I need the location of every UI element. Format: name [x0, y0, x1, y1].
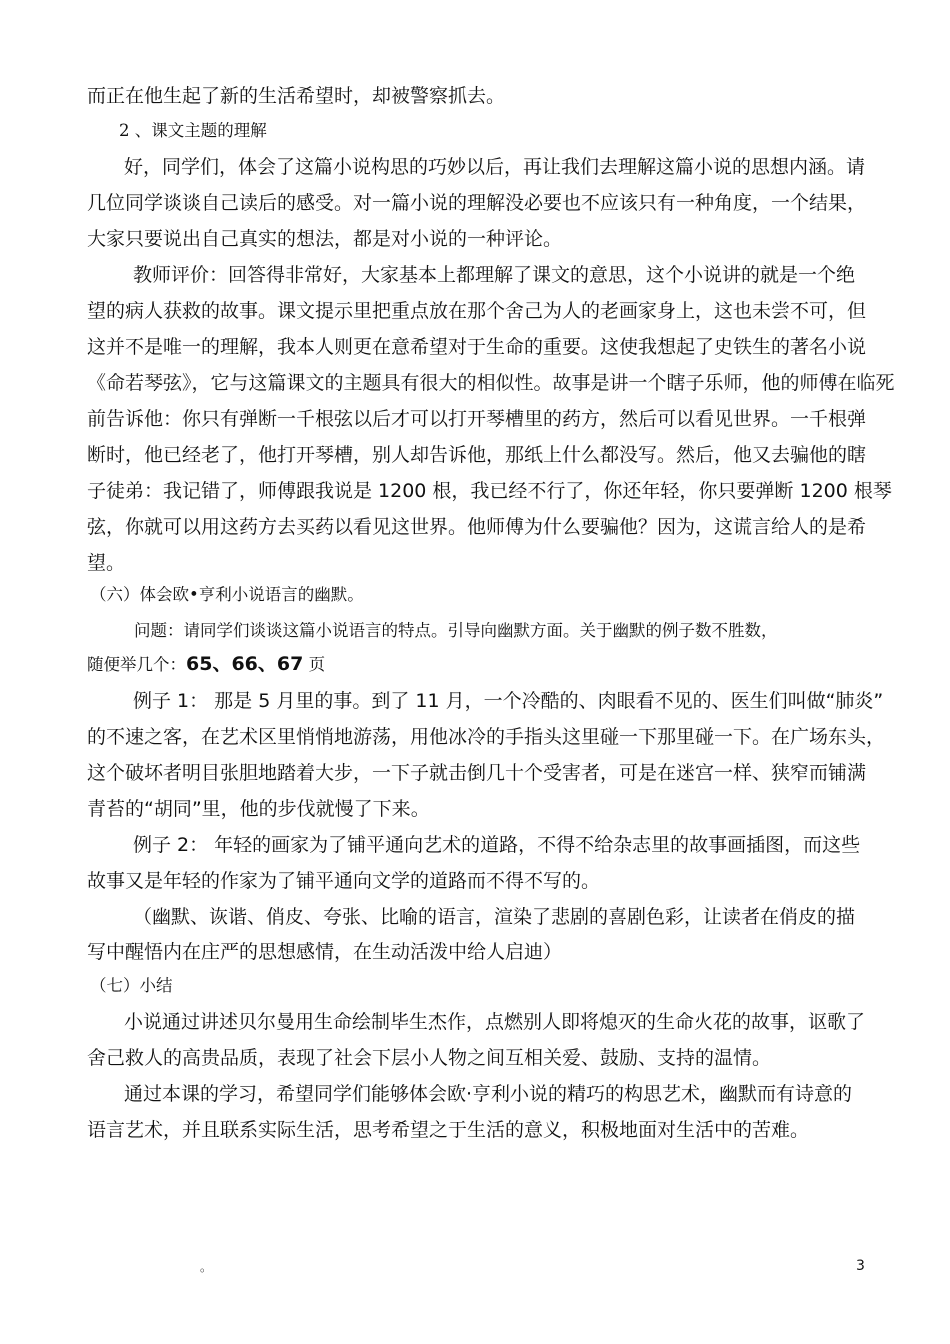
paragraph-line: 而正在他生起了新的生活希望时，却被警察抓去。 — [87, 85, 506, 107]
paragraph-line: 语言艺术，并且联系实际生活，思考希望之于生活的意义，积极地面对生活中的苦难。 — [87, 1119, 810, 1141]
paragraph-line: 的不速之客，在艺术区里悄悄地游荡，用他冰冷的手指头这里碰一下那里碰一下。在广场东头， — [87, 726, 886, 748]
paragraph-line: 望。 — [87, 552, 126, 574]
section-heading-7: （七）小结 — [90, 976, 173, 995]
paragraph-line: （幽默、诙谐、俏皮、夸张、比喻的语言，渲染了悲剧的喜剧色彩，让读者在俏皮的描 — [133, 906, 856, 928]
footer-dot: 。 — [200, 1260, 213, 1274]
paragraph-line: 这并不是唯一的理解，我本人则更在意希望对于生命的重要。这使我想起了史铁生的著名小说 — [87, 336, 867, 358]
page-references: 65、66、67 — [186, 653, 304, 675]
paragraph-line: 弦，你就可以用这药方去买药以看见这世界。他师傅为什么要骗他？因为，这谎言给人的是希 — [87, 516, 867, 538]
paragraph-line: 这个破坏者明目张胆地踏着大步，一下子就击倒几十个受害者，可是在迷宫一样、狭窄而铺满 — [87, 762, 867, 784]
page-number: 3 — [856, 1258, 865, 1274]
paragraph-line: 望的病人获救的故事。课文提示里把重点放在那个舍己为人的老画家身上，这也未尝不可，但 — [87, 300, 867, 322]
paragraph-line: 大家只要说出自己真实的想法，都是对小说的一种评论。 — [87, 228, 563, 250]
paragraph-line: 通过本课的学习，希望同学们能够体会欧·亨利小说的精巧的构思艺术，幽默而有诗意的 — [124, 1083, 853, 1105]
paragraph-line: 问题：请同学们谈谈这篇小说语言的特点。引导向幽默方面。关于幽默的例子数不胜数， — [134, 621, 778, 640]
paragraph-line: 例子 1： 那是 5 月里的事。到了 11 月，一个冷酷的、肉眼看不见的、医生们叫做“肺炎” — [133, 690, 884, 712]
paragraph-line — [87, 651, 325, 678]
paragraph-line: 故事又是年轻的作家为了铺平通向文学的道路而不得不写的。 — [87, 870, 601, 892]
paragraph-line: 断时，他已经老了，他打开琴槽，别人却告诉他，那纸上什么都没写。然后，他又去骗他的瞎 — [87, 444, 867, 466]
paragraph-line: 舍己救人的高贵品质，表现了社会下层小人物之间互相关爱、鼓励、支持的温情。 — [87, 1047, 772, 1069]
paragraph-line: 《命若琴弦》，它与这篇课文的主题具有很大的相似性。故事是讲一个瞎子乐师，他的师傅在临死 — [87, 372, 895, 394]
section-heading-2: 2 、课文主题的理解 — [119, 121, 267, 140]
paragraph-line: 几位同学谈谈自己读后的感受。对一篇小说的理解没必要也不应该只有一种角度，一个结果， — [87, 192, 867, 214]
paragraph-line: 子徒弟：我记错了，师傅跟我说是 1200 根，我已经不行了，你还年轻，你只要弹断 1200 根琴 — [87, 480, 892, 502]
paragraph-line: 教师评价：回答得非常好，大家基本上都理解了课文的意思，这个小说讲的就是一个绝 — [133, 264, 856, 286]
paragraph-line: 例子 2： 年轻的画家为了铺平通向艺术的道路，不得不给杂志里的故事画插图，而这些 — [133, 834, 861, 856]
example-intro: 随便举几个： — [87, 655, 186, 674]
paragraph-line: 青苔的“胡同”里，他的步伐就慢了下来。 — [87, 798, 430, 820]
section-heading-6: （六）体会欧•亨利小说语言的幽默。 — [90, 585, 364, 604]
paragraph-line: 好，同学们，体会了这篇小说构思的巧妙以后，再让我们去理解这篇小说的思想内涵。请 — [124, 156, 866, 178]
paragraph-line: 前告诉他：你只有弹断一千根弦以后才可以打开琴槽里的药方，然后可以看见世界。一千根弹 — [87, 408, 867, 430]
page-suffix: 页 — [303, 655, 326, 674]
paragraph-line: 写中醒悟内在庄严的思想感情，在生动活泼中给人启迪） — [87, 941, 563, 963]
paragraph-line: 小说通过讲述贝尔曼用生命绘制毕生杰作，点燃别人即将熄灭的生命火花的故事，讴歌了 — [124, 1011, 866, 1033]
